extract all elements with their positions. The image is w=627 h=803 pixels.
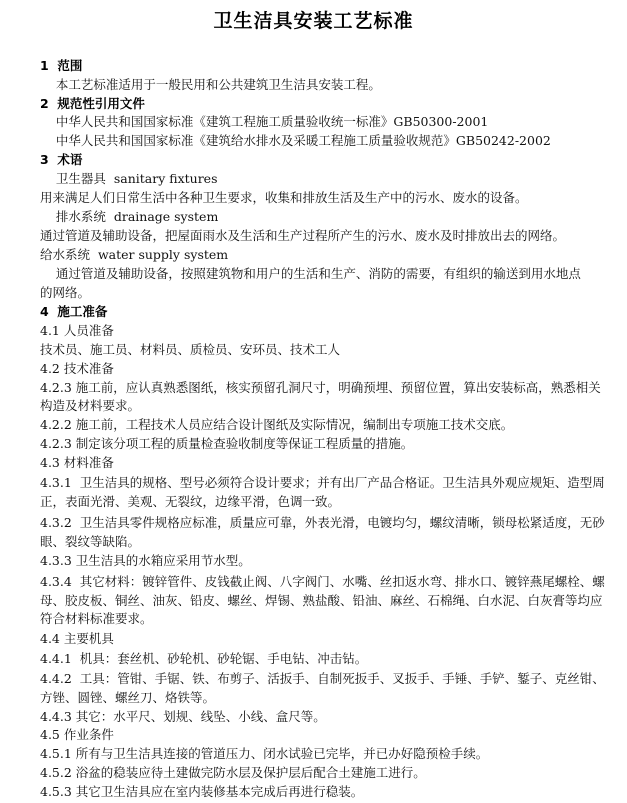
text-line: 4.2.3 制定该分项工程的质量检查验收制度等保证工程质量的措施。 (40, 436, 414, 451)
text-line: 排水系统 drainage system (40, 209, 219, 224)
text-line: 通过管道及辅助设备，按照建筑物和用户的生活和生产、消防的需要，有组织的输送到用水地点 (40, 266, 581, 281)
text-line: 4.5 作业条件 (40, 727, 114, 742)
text-line: 构造及材料要求。 (40, 398, 141, 413)
text-line: 4.3.4 其它材料：镀锌管件、皮钱截止阀、八字阀门、水嘴、丝扣返水弯、排水口、镀锌燕尾螺栓、螺 (40, 574, 605, 589)
document-title: 卫生洁具安装工艺标准 (213, 10, 414, 32)
text-line: 卫生器具 sanitary fixtures (40, 171, 218, 186)
text-line: 4.3 材料准备 (40, 455, 114, 470)
section-heading: 1 范围 (40, 58, 83, 73)
text-line: 4.4.2 工具：管钳、手锯、铁、布剪子、活扳手、自制死扳手、叉扳手、手锤、手铲、錾子、克丝钳、 (40, 671, 605, 686)
text-line: 技术员、施工员、材料员、质检员、安环员、技术工人 (40, 342, 341, 357)
text-line: 4.3.1 卫生洁具的规格、型号必须符合设计要求；并有出厂产品合格证。卫生洁具外观应规矩、造型周 (40, 475, 605, 490)
text-line: 中华人民共和国国家标准《建筑给水排水及采暖工程施工质量验收规范》GB50242-2002 (40, 133, 551, 148)
text-line: 正，表面光滑、美观、无裂纹，边缘平滑，色调一致。 (40, 494, 341, 509)
section-heading: 3 术语 (40, 152, 83, 167)
text-line: 给水系统 water supply system (40, 247, 229, 262)
text-line: 4.5.3 其它卫生洁具应在室内装修基本完成后再进行稳装。 (40, 784, 364, 799)
text-line: 母、胶皮板、铜丝、油灰、铅皮、螺丝、焊锡、熟盐酸、铅油、麻丝、石棉绳、白水泥、白灰膏等均应 (40, 593, 603, 608)
text-line: 4.1 人员准备 (40, 323, 114, 338)
text-line: 4.4 主要机具 (40, 631, 114, 646)
text-line: 眼、裂纹等缺陷。 (40, 534, 141, 549)
text-line: 用来满足人们日常生活中各种卫生要求，收集和排放生活及生产中的污水、废水的设备。 (40, 190, 528, 205)
section-heading: 2 规范性引用文件 (40, 96, 145, 111)
text-line: 4.3.3 卫生洁具的水箱应采用节水型。 (40, 553, 251, 568)
text-line: 中华人民共和国国家标准《建筑工程施工质量验收统一标准》GB50300-2001 (40, 114, 489, 129)
text-line: 4.2.2 施工前，工程技术人员应结合设计图纸及实际情况，编制出专项施工技术交底。 (40, 417, 514, 432)
text-line: 4.3.2 卫生洁具零件规格应标准，质量应可靠，外表光滑，电镀均匀，螺纹清晰，锁母松紧适度，无砂 (40, 515, 605, 530)
text-line: 方锉、圆锉、螺丝刀、烙铁等。 (40, 690, 216, 705)
text-line: 4.4.1 机具：套丝机、砂轮机、砂轮锯、手电钻、冲击钻。 (40, 651, 368, 666)
text-line: 本工艺标准适用于一般民用和公共建筑卫生洁具安装工程。 (40, 77, 381, 92)
text-line: 符合材料标准要求。 (40, 611, 153, 626)
text-line: 4.2.3 施工前，应认真熟悉图纸，核实预留孔洞尺寸，明确预埋、预留位置，算出安装标高，熟悉相关 (40, 380, 601, 395)
text-line: 4.5.1 所有与卫生洁具连接的管道压力、闭水试验已完毕，并已办好隐预检手续。 (40, 746, 489, 761)
section-heading: 4 施工准备 (40, 304, 108, 319)
text-line: 通过管道及辅助设备，把屋面雨水及生活和生产过程所产生的污水、废水及时排放出去的网络。 (40, 228, 566, 243)
text-line: 4.4.3 其它：水平尺、划规、线坠、小线、盒尺等。 (40, 709, 326, 724)
text-line: 4.5.2 浴盆的稳装应待土建做完防水层及保护层后配合土建施工进行。 (40, 765, 426, 780)
text-line: 4.2 技术准备 (40, 361, 114, 376)
text-line: 的网络。 (40, 285, 91, 300)
